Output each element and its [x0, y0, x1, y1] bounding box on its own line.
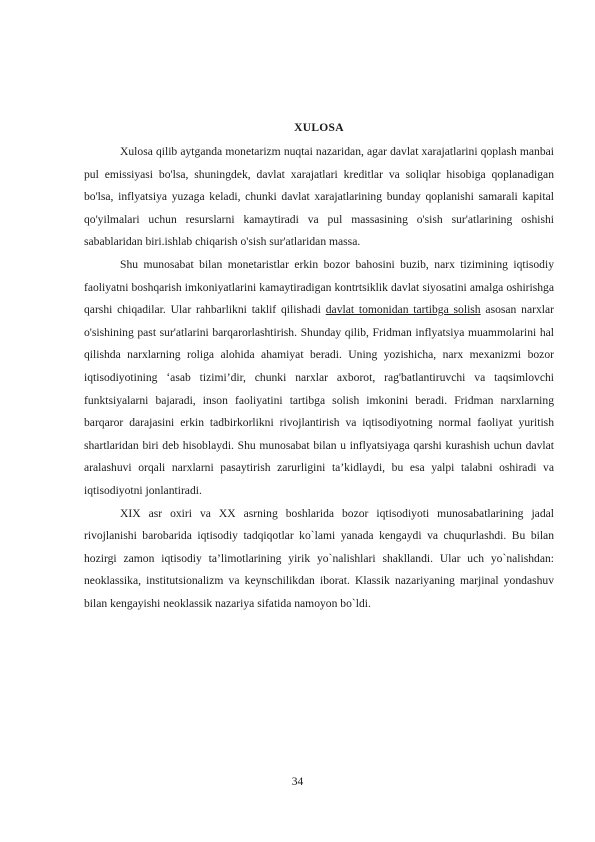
paragraph-2-text-after: asosan narxlar o'sishining past sur'atlarini barqarorlashtirish. Shunday qilib, Fridman inflyatsiya muammolarini hal qilishda narxlarning roliga alohida ahamiyat beradi. Uning yozishicha, narx mexanizmi bozor iqtisodiyotining ‘asab tizimi’dir, chunki narxlar axborot, rag'batlantiruvchi va taqsimlovchi funktsiyalarni bajaradi, inson faoliyatini tartibga solish imkonini beradi. Fridman narxlarning barqaror darajasini erkin tadbirkorlikni rivojlantirish va iqtisodiyotning normal faoliyat yuritish shartlaridan biri deb hisoblaydi. Shu munosabat bilan u inflyatsiyaga qarshi kurashish uchun davlat aralashuvi orqali narxlarni pasaytirish zarurligini ta’kidlaydi, bu esa yalpi talabni oshiradi va iqtisodiyotni jonlantiradi. [84, 303, 554, 497]
paragraph-1: Xulosa qilib aytganda monetarizm nuqtai nazaridan, agar davlat xarajatlarini qoplash manbai pul emissiyasi bo'lsa, shuningdek, davlat xarajatlari kreditlar va soliqlar hisobiga qoplanadigan bo'lsa, inflyatsiya yuzaga keladi, chunki davlat xarajatlarining bunday qoplanishi samarali kapital qo'yilmalari uchun resurslarni kamaytiradi va pul massasining o'sish sur'atlarining oshishi sabablaridan biri.ishlab chiqarish o'sish sur'atlaridan massa. [84, 145, 554, 249]
paragraph-3: XIX asr oxiri va XX asrning boshlarida bozor iqtisodiyoti munosabatlarining jadal rivojlanishi barobarida iqtisodiy tadqiqotlar ko`lami yanada kengaydi va chuqurlashdi. Bu bilan hozirgi zamon iqtisodiy ta’limotlarining yirik yo`nalishlari shakllandi. Ular uch yo`nalishdan: neoklassika, institutsionalizm va keynschilikdan iborat. Klassik nazariyaning marjinal yondashuv bilan kengayishi neoklassik nazariya sifatida namoyon bo`ldi. [84, 506, 554, 610]
paragraph-2-text-before: Shu munosabat bilan monetaristlar erkin bozor bahosini buzib, narx tizimining iqtisodiy faoliyatni boshqarish imkoniyatlarini kamaytiradigan kontrtsiklik davlat siyosatini amalga oshirishga qarshi chiqadilar. Ular rahbarlikni taklif qilishadi [84, 257, 554, 317]
section-title: XULOSA [294, 122, 344, 134]
page-number: 34 [291, 776, 304, 788]
document-body [84, 118, 554, 615]
underlined-phrase: davlat tomonidan tartibga solish [325, 303, 481, 317]
paragraph-2 [84, 254, 554, 503]
